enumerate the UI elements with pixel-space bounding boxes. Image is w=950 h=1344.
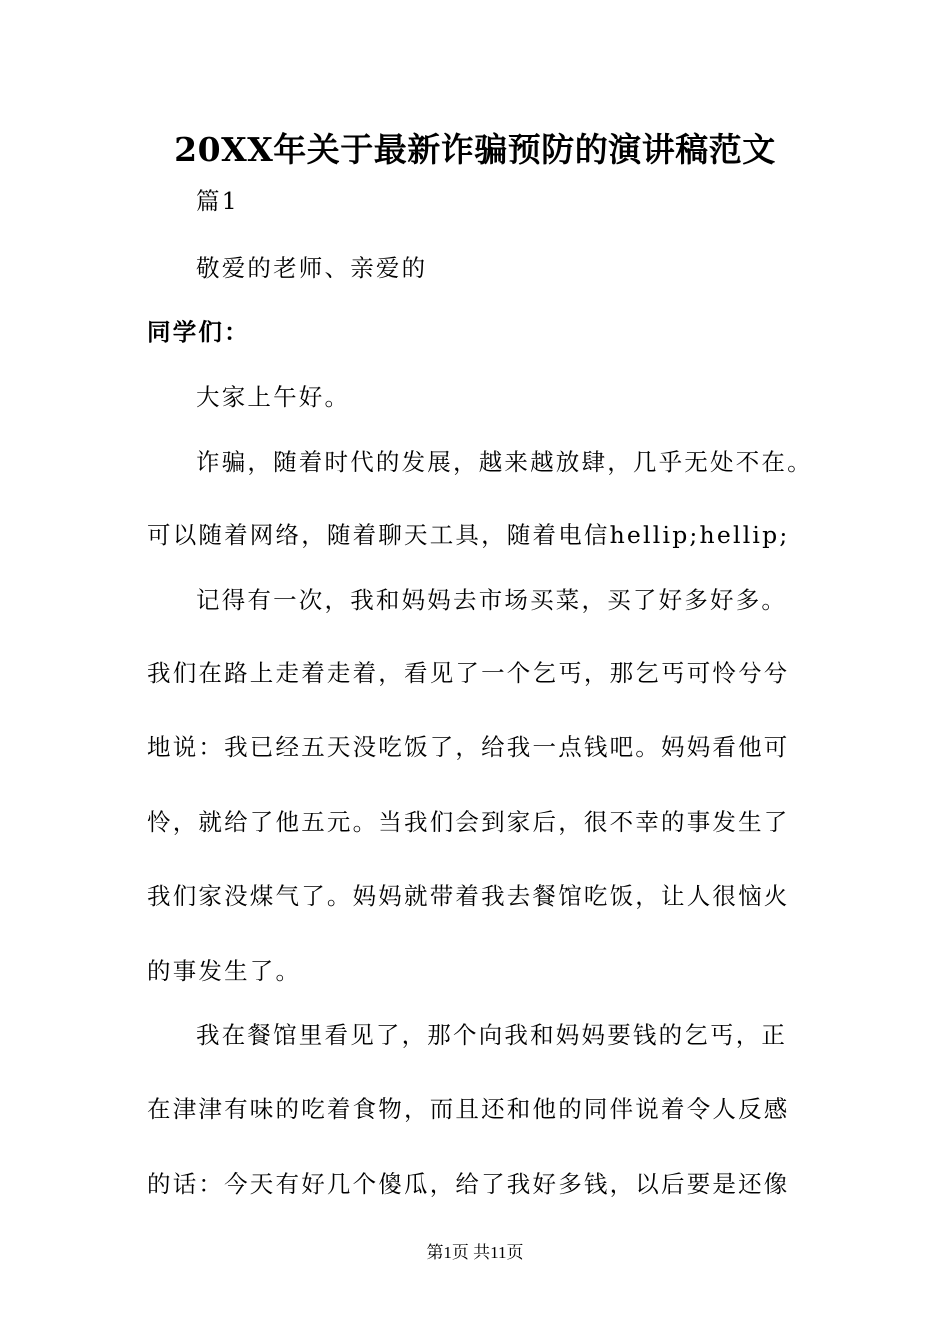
document-title: 20XX年关于最新诈骗预防的演讲稿范文 [174,130,776,169]
paragraph-line: 敬爱的老师、亲爱的 [196,254,428,282]
paragraph-line: 的话：今天有好几个傻瓜，给了我好多钱，以后要是还像 [147,1170,790,1198]
page-footer: 第1页 共11页 [426,1243,524,1262]
paragraph-line: 记得有一次，我和妈妈去市场买菜，买了好多好多。 [196,586,788,614]
paragraph-line: 可以随着网络，随着聊天工具，随着电信hellip;hellip; [147,521,790,549]
paragraph-line: 同学们： [147,318,250,346]
paragraph-line: 在津津有味的吃着食物，而且还和他的同伴说着令人反感 [147,1095,790,1123]
paragraph-line: 的事发生了。 [147,957,302,985]
paragraph-line: 我在餐馆里看见了，那个向我和妈妈要钱的乞丐，正 [196,1021,788,1049]
paragraph-line: 怜，就给了他五元。当我们会到家后，很不幸的事发生了 [147,808,790,836]
paragraph-line: 诈骗，随着时代的发展，越来越放肆，几乎无处不在。 [196,448,813,476]
paragraph-line: 我们在路上走着走着，看见了一个乞丐，那乞丐可怜兮兮 [147,659,790,687]
paragraph-line: 地说：我已经五天没吃饭了，给我一点钱吧。妈妈看他可 [147,733,790,761]
paragraph-line: 大家上午好。 [196,383,351,411]
section-label: 篇1 [196,187,239,215]
paragraph-line: 我们家没煤气了。妈妈就带着我去餐馆吃饭，让人很恼火 [147,882,790,910]
